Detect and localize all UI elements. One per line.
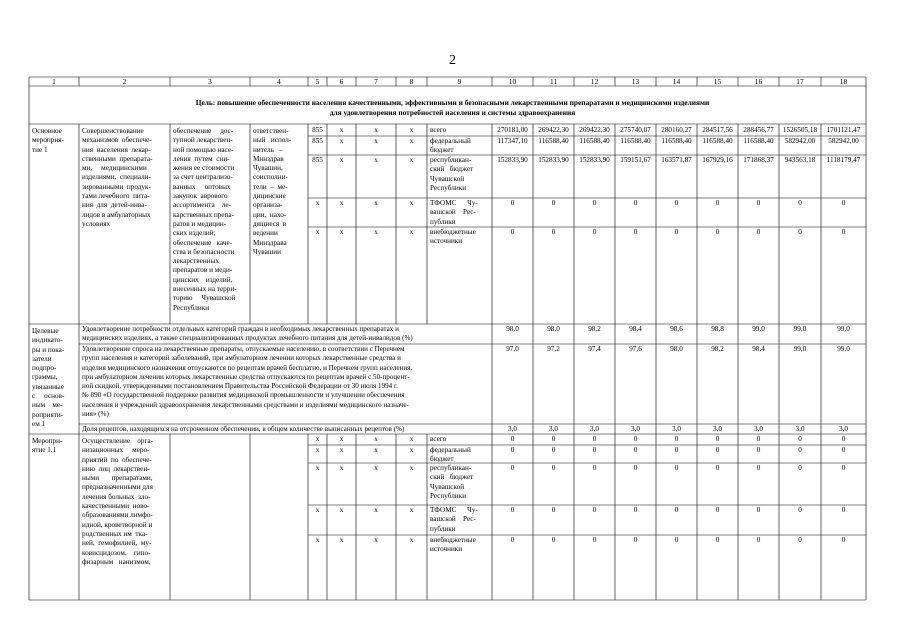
- event11-value: 0: [674, 435, 679, 443]
- event11-value: 0: [674, 506, 679, 514]
- event11-gs-code: х: [315, 446, 320, 454]
- indicator-value: 99,0: [752, 325, 765, 333]
- event1-section-code: х: [339, 126, 344, 134]
- event1-source: всего: [430, 126, 447, 134]
- event11-gs-code: х: [315, 464, 320, 472]
- header-cell: 9: [457, 77, 462, 86]
- event11-value: 0: [841, 435, 846, 443]
- event11-value: 0: [592, 446, 597, 454]
- event11-label: Меропри- ятие 1.1: [32, 437, 63, 455]
- event11-section-code: х: [339, 536, 344, 544]
- event1-target-code: х: [374, 126, 378, 134]
- indicator-value: 3,0: [590, 425, 599, 433]
- event11-value: 0: [715, 506, 720, 514]
- event11-value: 0: [633, 506, 638, 514]
- event11-value: 0: [756, 446, 761, 454]
- event11-value: 0: [592, 435, 597, 443]
- indicator-value: 97,0: [506, 345, 519, 353]
- event1-source: республикан- ский бюджет Чувашской Республики: [430, 156, 474, 192]
- event11-value: 0: [551, 435, 556, 443]
- event1-target-code: х: [374, 228, 378, 236]
- event1-source: ТФОМС Чу- вашской Рес- публики: [430, 199, 478, 226]
- event11-expense-code: х: [409, 446, 414, 454]
- event1-value: 582942,00: [828, 137, 859, 145]
- event11-value: 0: [715, 464, 720, 472]
- event1-value: 270181,00: [497, 126, 528, 134]
- event1-value: 0: [592, 199, 597, 207]
- event1-value: 116588,40: [702, 137, 733, 145]
- indicator-value: 98,8: [711, 325, 724, 333]
- event11-value: 0: [715, 435, 720, 443]
- goal-line-1: Цель: повышение обеспеченности населения качественными, эффективными и безопасными лекарственными препаратами и медицинскими изделиями: [195, 98, 710, 107]
- event11-name: Осуществление орга- низационных меро- приятий по обеспече- нию лиц лекарствен- ными препаратами, предназначенными для лечения больных зло- качественными ново- образованиями лимфо- идной, кроветворной и родственных им тка- ней, гемофилией, му- ковисцидозом, гипо- физарным нанизмом,: [82, 437, 153, 566]
- event1-section-code: х: [339, 228, 344, 236]
- event1-result: обеспечение дос- тупной лекарствен- ной помощью насе- ления путем сни- жения ее стоимости за счет централизо- ванных оптовых закупок аврового ассортимента ле- карственных препа- ратов и медицин- ских изделий; обеспечение каче- ства и безопасности лекарственных препаратов и меди- цинских изделий, внесенных на терри- торию Чувашской Республики: [173, 127, 237, 312]
- goal-line-2: для удовлетворения потребностей населения и системы здравоохранения: [329, 108, 576, 117]
- header-cell: 14: [672, 77, 681, 86]
- indicators-label: Целевые индикато- ры и пока- затели подпро- граммы, увязанные с основ- ным ме- роприяти- ем 1: [32, 327, 65, 428]
- indicator-value: 3,0: [754, 425, 763, 433]
- event11-value: 0: [841, 536, 846, 544]
- header-cell: 6: [339, 77, 344, 86]
- event1-value: 269422,30: [538, 126, 569, 134]
- event11-section-code: х: [339, 435, 344, 443]
- event11-value: 0: [510, 435, 515, 443]
- event1-value: 0: [674, 199, 679, 207]
- event11-expense-code: х: [409, 435, 414, 443]
- event11-value: 0: [510, 536, 515, 544]
- header-cell: 12: [590, 77, 599, 86]
- event1-expense-code: х: [409, 156, 414, 164]
- header-cell: 1: [52, 77, 56, 86]
- event11-gs-code: х: [315, 536, 320, 544]
- event1-value: 159151,67: [620, 156, 651, 164]
- event11-value: 0: [756, 506, 761, 514]
- event11-value: 0: [592, 464, 597, 472]
- event1-gs-code: 855: [312, 156, 323, 164]
- indicator-value: 98,6: [670, 325, 683, 333]
- event1-value: 0: [756, 199, 761, 207]
- event11-value: 0: [592, 536, 597, 544]
- event11-value: 0: [633, 446, 638, 454]
- event1-value: 116588,40: [743, 137, 774, 145]
- event1-value: 1118179,47: [826, 156, 861, 164]
- event1-value: 0: [510, 228, 515, 236]
- indicator-value: 3,0: [631, 425, 640, 433]
- indicator-value: 3,0: [839, 425, 848, 433]
- event1-value: 163571,87: [661, 156, 692, 164]
- event1-value: 1701121,47: [826, 126, 861, 134]
- event11-value: 0: [551, 536, 556, 544]
- event1-value: 116588,40: [620, 137, 651, 145]
- event11-expense-code: х: [409, 506, 414, 514]
- header-cell: 11: [549, 77, 558, 86]
- event11-value: 0: [841, 446, 846, 454]
- indicator-value: 98,0: [547, 325, 560, 333]
- event11-value: 0: [756, 435, 761, 443]
- indicator-value: 98,4: [629, 325, 642, 333]
- event11-value: 0: [510, 464, 515, 472]
- indicator-value: 98,2: [588, 325, 601, 333]
- event11-value: 0: [756, 464, 761, 472]
- event1-value: 152833,90: [497, 156, 528, 164]
- event11-target-code: х: [374, 435, 378, 443]
- event11-expense-code: х: [409, 536, 414, 544]
- event11-value: 0: [841, 464, 846, 472]
- event11-value: 0: [510, 506, 515, 514]
- event11-value: 0: [674, 464, 679, 472]
- header-cell: 5: [315, 77, 320, 86]
- event11-source: внебюджетные источники: [430, 536, 476, 554]
- event11-value: 0: [633, 536, 638, 544]
- event1-value: 116588,40: [538, 137, 569, 145]
- event1-value: 269422,30: [579, 126, 610, 134]
- event11-value: 0: [674, 536, 679, 544]
- header-cell: 8: [409, 77, 414, 86]
- event11-value: 0: [715, 536, 720, 544]
- event11-value: 0: [798, 435, 802, 443]
- event1-value: 582942,00: [784, 137, 816, 145]
- indicator-value: 98,4: [752, 345, 765, 353]
- header-cell: 17: [796, 77, 804, 86]
- event11-target-code: х: [374, 446, 378, 454]
- event1-value: 0: [798, 199, 802, 207]
- event11-source: всего: [430, 435, 447, 443]
- event1-value: 288456,77: [743, 126, 774, 134]
- event1-value: 116588,40: [661, 137, 692, 145]
- event11-value: 0: [756, 536, 761, 544]
- indicator-value: 99,0: [837, 325, 850, 333]
- event11-value: 0: [551, 446, 556, 454]
- event1-source: федеральный бюджет: [430, 137, 471, 155]
- event11-source: ТФОМС Чу- вашской Рес- публики: [430, 506, 478, 533]
- indicator-value: 99,0: [837, 345, 850, 353]
- event11-value: 0: [551, 464, 556, 472]
- event1-target-code: х: [374, 199, 378, 207]
- indicator-value: 3,0: [713, 425, 722, 433]
- event11-value: 0: [551, 506, 556, 514]
- header-cell: 15: [713, 77, 722, 86]
- event1-target-code: х: [374, 156, 378, 164]
- header-cell: 10: [508, 77, 517, 86]
- event11-value: 0: [798, 536, 802, 544]
- indicator-value: 97,6: [629, 345, 642, 353]
- event11-section-code: х: [339, 446, 344, 454]
- event1-label: Основное мероприя- тие 1: [32, 127, 64, 154]
- indicator-3-text: Доля рецептов, находящихся на отсроченном обеспечении, в общем количестве выписанных рецептов (%): [82, 425, 405, 433]
- event1-value: 0: [551, 228, 556, 236]
- event1-value: 152833,90: [538, 156, 569, 164]
- event1-value: 943563,18: [784, 156, 816, 164]
- event1-expense-code: х: [409, 199, 414, 207]
- event11-source: республикан- ский бюджет Чувашской Республики: [430, 464, 474, 500]
- event11-section-code: х: [339, 464, 344, 472]
- header-cell: 13: [631, 77, 640, 86]
- event1-value: 280160,27: [661, 126, 692, 134]
- header-cell: 18: [839, 77, 848, 86]
- event1-expense-code: х: [409, 228, 414, 236]
- event1-section-code: х: [339, 156, 344, 164]
- event1-value: 0: [510, 199, 515, 207]
- event11-source: федеральный бюджет: [430, 446, 471, 464]
- event1-value: 171868,37: [743, 156, 774, 164]
- event11-gs-code: х: [315, 506, 320, 514]
- indicator-1-text: Удовлетворение потребности отдельных категорий граждан в необходимых лекарственных препаратах и медицинских изделиях, а также специализированных продуктах лечебного питания для детей-инвалидов (%): [82, 325, 413, 343]
- event1-value: 117347,10: [497, 137, 528, 145]
- event1-value: 0: [633, 199, 638, 207]
- indicator-value: 98,0: [670, 345, 683, 353]
- indicator-value: 99,0: [793, 345, 807, 353]
- event1-value: 0: [592, 228, 597, 236]
- indicator-value: 3,0: [672, 425, 681, 433]
- indicator-value: 3,0: [508, 425, 517, 433]
- indicator-2-text: Удовлетворение спроса на лекарственные препараты, отпускаемые населению, в соответствии с Перечнем групп населения и категорий заболеваний, при амбулаторном лечении которых лекарственные средства и изделия медицинского назначения отпускаются по рецептам врачей бесплатно, и Перечнем групп населения, при амбулаторном лечении которых лекарственные средства отпускаются по рецептам врачей с 50-процент- ной скидкой, утвержденными постановлением Правительства Российской Федерации от 30 июля 1994 г. № 890 «О государственной поддержке развития медицинской промышленности и улучшении обеспечения населения и учреждений здравоохранения лекарственными средствами и изделиями медицинского назначе- ния» (%): [82, 345, 413, 419]
- indicator-value: 97,2: [547, 345, 560, 353]
- header-cell: 16: [754, 77, 763, 86]
- indicator-value: 98,2: [711, 345, 724, 353]
- event1-value: 1526505,18: [782, 126, 818, 134]
- event11-gs-code: х: [315, 435, 320, 443]
- event11-value: 0: [633, 435, 638, 443]
- event1-value: 0: [841, 228, 846, 236]
- event11-value: 0: [798, 446, 802, 454]
- event11-value: 0: [674, 446, 679, 454]
- event1-value: 0: [674, 228, 679, 236]
- event11-expense-code: х: [409, 464, 414, 472]
- event1-value: 284517,56: [702, 126, 733, 134]
- event11-value: 0: [798, 464, 802, 472]
- event1-value: 0: [551, 199, 556, 207]
- event1-source: внебюджетные источники: [430, 228, 476, 246]
- indicator-value: 3,0: [549, 425, 558, 433]
- event11-target-code: х: [374, 464, 378, 472]
- indicator-value: 99,0: [793, 325, 807, 333]
- event11-section-code: х: [339, 506, 344, 514]
- event1-value: 167929,16: [702, 156, 733, 164]
- event1-section-code: х: [339, 199, 344, 207]
- event11-value: 0: [715, 446, 720, 454]
- event1-value: 275740,07: [620, 126, 651, 134]
- event1-value: 0: [715, 228, 720, 236]
- event11-target-code: х: [374, 506, 378, 514]
- event1-target-code: х: [374, 137, 378, 145]
- event1-value: 152833,90: [579, 156, 610, 164]
- indicator-value: 3,0: [795, 425, 805, 433]
- event1-executor: ответствен- ный испол- нитель – Минздрав Чувашии, соисполни- тели – ме- дицинские организа- ции, нахо- дящиеся в ведении Минздрава Чувашии: [253, 127, 292, 256]
- indicator-value: 98,0: [506, 325, 519, 333]
- header-cell: 4: [277, 77, 281, 86]
- event11-value: 0: [841, 506, 846, 514]
- event1-name: Совершенствование механизмов обеспече- ния населения лекар- ственными препарата- ми, медицинскими изделиями, специали- зированными продук- тами лечебного пита- ния для детей-инва- лидов в амбулаторных условиях: [82, 127, 153, 228]
- header-cell: 3: [208, 77, 212, 86]
- event1-value: 0: [756, 228, 761, 236]
- event1-gs-code: х: [315, 228, 320, 236]
- event1-section-code: х: [339, 137, 344, 145]
- page-number: 2: [449, 53, 456, 68]
- header-cell: 2: [122, 77, 127, 86]
- event11-value: 0: [510, 446, 515, 454]
- event1-expense-code: х: [409, 137, 414, 145]
- event1-value: 0: [633, 228, 638, 236]
- event1-gs-code: 855: [312, 137, 323, 145]
- event1-value: 116588,40: [579, 137, 610, 145]
- indicator-value: 97,4: [588, 345, 601, 353]
- event11-target-code: х: [374, 536, 378, 544]
- event11-value: 0: [633, 464, 638, 472]
- header-cell: 7: [374, 77, 378, 86]
- event1-value: 0: [715, 199, 720, 207]
- event1-value: 0: [798, 228, 802, 236]
- event1-expense-code: х: [409, 126, 414, 134]
- event1-gs-code: х: [315, 199, 320, 207]
- event1-gs-code: 855: [312, 126, 323, 134]
- event1-value: 0: [841, 199, 846, 207]
- event11-value: 0: [592, 506, 597, 514]
- event11-value: 0: [798, 506, 802, 514]
